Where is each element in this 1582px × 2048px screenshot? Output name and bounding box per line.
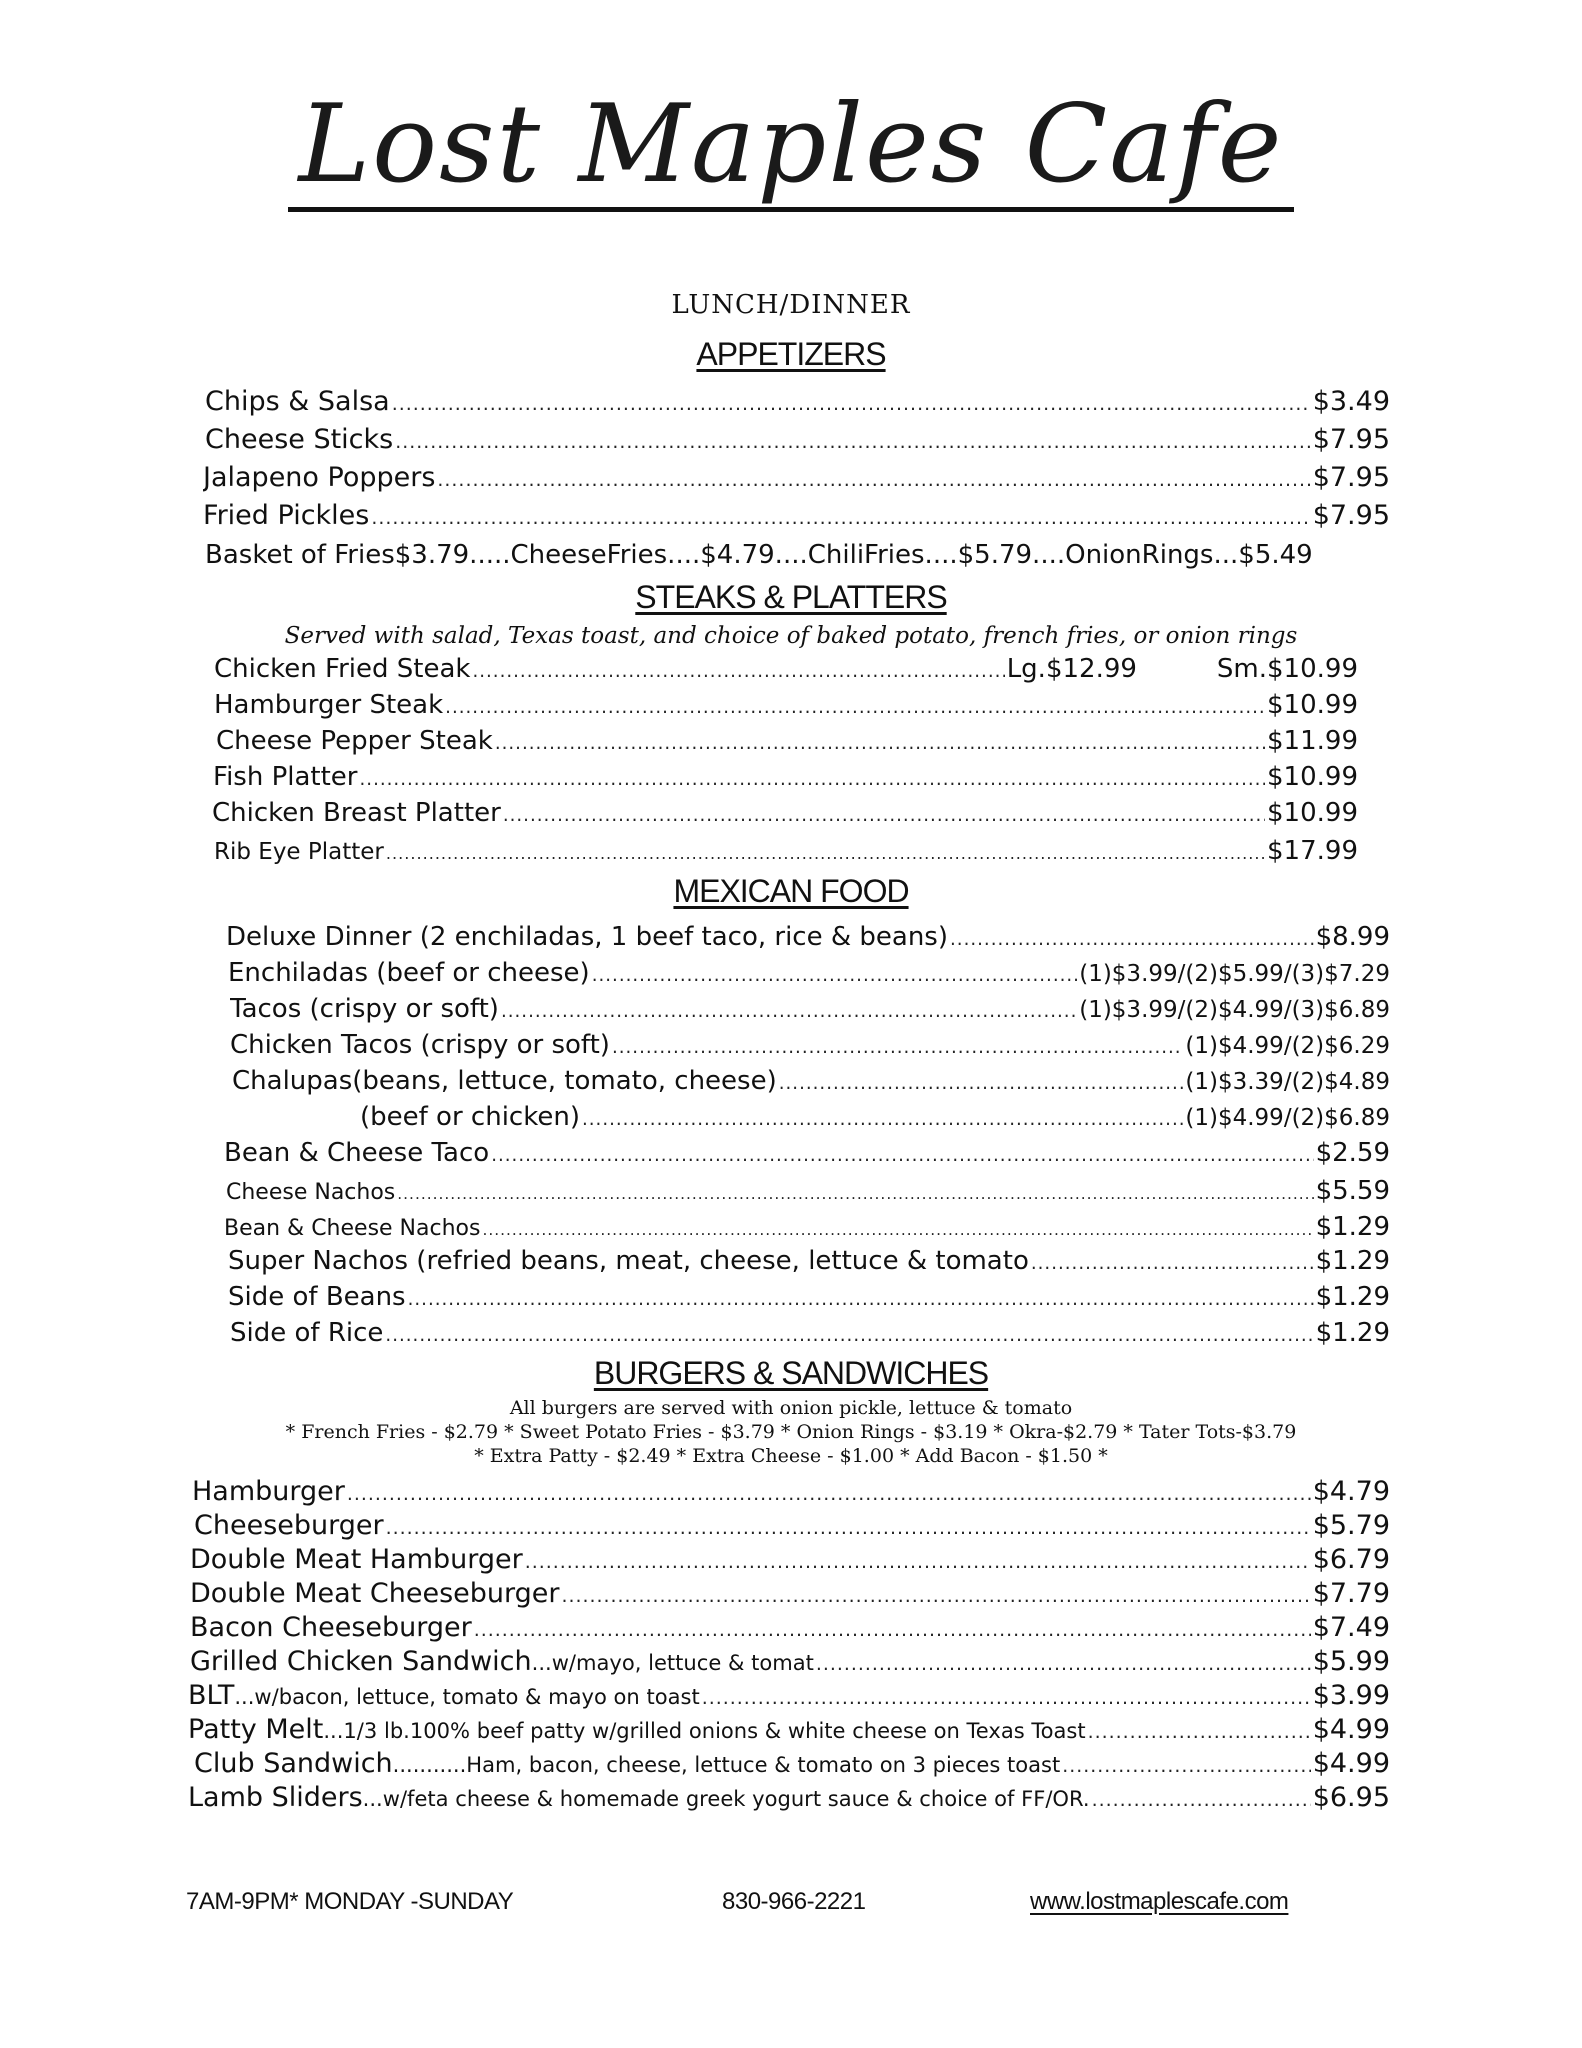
menu-row: (beef or chicken) ..... (1)$4.99/(2)$6.89 [360, 1102, 1390, 1132]
hours-text: 7AM-9PM* MONDAY -SUNDAY [186, 1888, 514, 1915]
menu-row: Hamburger Steak ..... $10.99 [214, 690, 1358, 720]
fries-basket-row: Basket of Fries$3.79.....CheeseFries....$4.79....ChiliFries....$5.79....OnionRings...$5.49 [205, 540, 1313, 570]
burgers-extras-note: * Extra Patty - $2.49 * Extra Cheese - $1.00 * Add Bacon - $1.50 * [474, 1445, 1108, 1467]
menu-row: Deluxe Dinner (2 enchiladas, 1 beef taco, rice & beans) ..... $8.99 [226, 922, 1390, 952]
menu-row: Chicken Breast Platter ..... $10.99 [212, 798, 1358, 828]
burgers-header: BURGERS & SANDWICHES [593, 1355, 989, 1391]
menu-row: Cheese Pepper Steak ..... $11.99 [216, 726, 1358, 756]
menu-row: Club Sandwich ...........Ham, bacon, cheese, lettuce & tomato on 3 pieces toast ..... $4.99 [194, 1748, 1390, 1779]
menu-row: Grilled Chicken Sandwich ...w/mayo, lettuce & tomat ..... $5.99 [190, 1646, 1390, 1677]
menu-row: Super Nachos (refried beans, meat, cheese, lettuce & tomato ..... $1.29 [228, 1246, 1390, 1276]
menu-row: Jalapeno Poppers ..... $7.95 [203, 462, 1390, 493]
meal-label: LUNCH/DINNER [671, 290, 911, 320]
cafe-logo: Lost Maples Cafe [0, 80, 1582, 210]
menu-row: Cheese Nachos ..... $5.59 [226, 1176, 1390, 1206]
steaks-note: Served with salad, Texas toast, and choice of baked potato, french fries, or onion rings [284, 623, 1298, 649]
menu-row: Fish Platter ..... $10.99 [213, 762, 1358, 792]
menu-row: Double Meat Hamburger ..... $6.79 [190, 1544, 1390, 1575]
burgers-sides-note: * French Fries - $2.79 * Sweet Potato Fries - $3.79 * Onion Rings - $3.19 * Okra-$2.79 * Tater Tots-$3.79 [285, 1421, 1297, 1443]
phone-number: 830-966-2221 [722, 1888, 866, 1915]
menu-row: Side of Beans ..... $1.29 [228, 1282, 1390, 1312]
menu-row: Lamb Sliders ...w/feta cheese & homemade greek yogurt sauce & choice of FF/OR. ..... $6.95 [188, 1782, 1390, 1813]
steaks-header: STEAKS & PLATTERS [635, 579, 947, 615]
menu-row: Chalupas(beans, lettuce, tomato, cheese) ..... (1)$3.39/(2)$4.89 [232, 1066, 1390, 1096]
menu-row: Cheese Sticks ..... $7.95 [205, 424, 1390, 455]
menu-row: Enchiladas (beef or cheese) ..... (1)$3.99/(2)$5.99/(3)$7.29 [228, 958, 1390, 988]
menu-row: BLT ...w/bacon, lettuce, tomato & mayo on toast ..... $3.99 [188, 1680, 1390, 1711]
menu-row: Double Meat Cheeseburger ..... $7.79 [190, 1578, 1390, 1609]
menu-row: Patty Melt ...1/3 lb.100% beef patty w/grilled onions & white cheese on Texas Toast ..... $4.99 [188, 1714, 1390, 1745]
mexican-header: MEXICAN FOOD [673, 873, 909, 909]
menu-row: Fried Pickles ..... $7.95 [203, 500, 1390, 531]
menu-row: Cheeseburger ..... $5.79 [194, 1510, 1390, 1541]
appetizers-header: APPETIZERS [696, 336, 886, 372]
menu-row: Hamburger ..... $4.79 [192, 1476, 1390, 1507]
menu-row: Tacos (crispy or soft) ..... (1)$3.99/(2)$4.99/(3)$6.89 [230, 994, 1390, 1024]
website-link[interactable]: www.lostmaplescafe.com [1030, 1888, 1289, 1915]
menu-row: Bacon Cheeseburger ..... $7.49 [190, 1612, 1390, 1643]
menu-row: Chicken Fried Steak ..... Lg.$12.99 Sm.$10.99 [214, 654, 1358, 684]
menu-row: Rib Eye Platter ..... $17.99 [214, 836, 1358, 866]
burgers-note: All burgers are served with onion pickle, lettuce & tomato [509, 1397, 1073, 1419]
menu-row: Chips & Salsa ..... $3.49 [205, 386, 1390, 417]
menu-row: Bean & Cheese Taco ..... $2.59 [224, 1138, 1390, 1168]
menu-row: Bean & Cheese Nachos ..... $1.29 [224, 1212, 1390, 1242]
menu-row: Chicken Tacos (crispy or soft) ..... (1)$4.99/(2)$6.29 [230, 1030, 1390, 1060]
menu-row: Side of Rice ..... $1.29 [230, 1318, 1390, 1348]
